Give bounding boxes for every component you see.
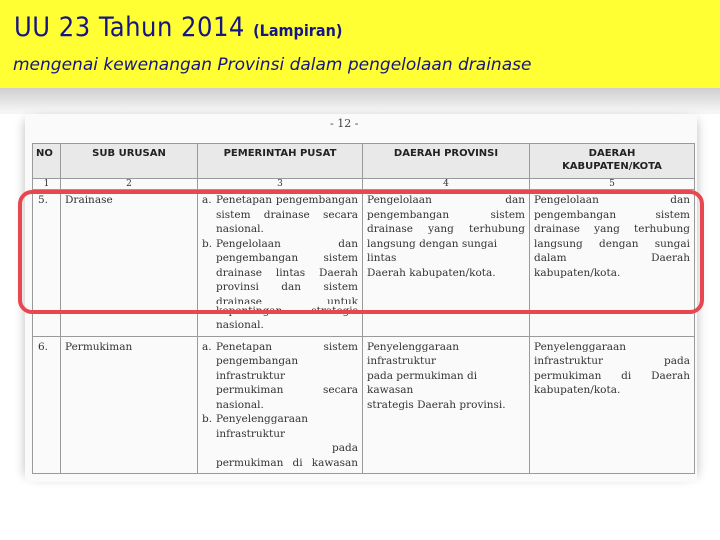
column-number-row: [33, 179, 695, 190]
page-number: - 12 -: [330, 117, 359, 130]
slide-title-suffix: (Lampiran): [253, 21, 343, 40]
col-header-daerah-provinsi: DAERAH PROVINSI: [363, 144, 530, 179]
slide-title: [14, 12, 342, 43]
col-header-sub-urusan: SUB URUSAN: [61, 144, 198, 179]
text-line: Penetapan pengembangan: [216, 194, 358, 206]
text-line: provinsi dan sistem: [216, 281, 358, 293]
list-marker: b.: [202, 237, 213, 250]
title-banner: [0, 0, 720, 88]
document-top-band: [0, 88, 720, 114]
col-header-kabkota-line1: DAERAH: [588, 148, 636, 159]
col-header-kabkota-line2: KABUPATEN/KOTA: [562, 161, 662, 172]
text-line: Pengelolaan dan: [367, 194, 525, 206]
text-line: kepentingan strategis: [216, 304, 358, 317]
text-line: Penyelenggaraan infrastruktur: [367, 340, 460, 367]
list-marker: a.: [202, 194, 212, 206]
row-number: 5.: [33, 190, 61, 337]
daerah-provinsi-cell: [363, 336, 530, 474]
text-line: Penyelenggaraan: [216, 413, 309, 425]
slide-subtitle: mengenai kewenangan Provinsi dalam pengelolaan drainase: [13, 55, 532, 75]
text-line: pada permukiman di kawasan: [367, 369, 478, 396]
text-line: permukiman di kawasan: [216, 456, 358, 469]
text-line: Pengelolaan dan: [534, 194, 690, 206]
list-marker: a.: [202, 340, 212, 353]
text-line: nasional.: [216, 398, 264, 411]
list-item: [202, 340, 358, 413]
text-line: Penyelenggaraan: [534, 340, 627, 353]
text-line: pada: [332, 442, 358, 454]
highlight-box-drainase: [18, 190, 704, 314]
col-header-kabupaten-kota: [530, 144, 695, 179]
text-line: langsung dengan sungai: [534, 237, 690, 250]
column-number: 2: [61, 179, 198, 190]
text-line: nasional.: [216, 223, 264, 235]
col-header-pemerintah-pusat: PEMERINTAH PUSAT: [198, 144, 363, 179]
text-line: permukiman secara: [216, 384, 358, 396]
text-line: kabupaten/kota.: [534, 266, 621, 279]
text-line: drainase untuk: [216, 295, 358, 304]
text-line: langsung dengan sungai lintas: [367, 237, 498, 264]
sub-urusan-cell: Permukiman: [61, 336, 198, 474]
text-line: kabupaten/kota.: [534, 384, 621, 396]
table-row-permukiman: [33, 336, 695, 474]
text-line: infrastruktur: [216, 369, 286, 382]
text-line: pengembangan sistem: [216, 252, 358, 264]
list-marker: b.: [202, 413, 213, 425]
list-item: [202, 412, 358, 470]
column-number: 5: [530, 179, 695, 190]
text-line: pengembangan: [216, 355, 299, 367]
text-line: dalam Daerah: [534, 252, 690, 264]
pemerintah-pusat-cell: [198, 336, 363, 474]
column-number: 1: [33, 179, 61, 190]
text-line: drainase lintas Daerah: [216, 266, 358, 279]
kabupaten-kota-cell: [530, 336, 695, 474]
row-number: 6.: [33, 336, 61, 474]
column-number: 3: [198, 179, 363, 190]
text-line: Penetapan sistem: [216, 340, 358, 353]
text-line: sistem drainase secara: [216, 208, 358, 221]
col-header-no: NO: [33, 144, 61, 179]
text-line: pengembangan sistem: [367, 208, 525, 221]
column-number: 4: [363, 179, 530, 190]
text-line: permukiman di Daerah: [534, 369, 690, 382]
text-line: strategis Daerah provinsi.: [367, 398, 506, 411]
text-line: pengembangan sistem: [534, 208, 690, 221]
text-line: Daerah kabupaten/kota.: [367, 266, 496, 279]
sub-urusan-cell: Drainase: [61, 190, 198, 337]
text-line: nasional.: [216, 319, 264, 331]
text-line: drainase yang terhubung: [367, 223, 525, 235]
text-line: infrastruktur: [216, 427, 286, 440]
text-line: drainase yang terhubung: [534, 223, 690, 235]
slide-title-main: UU 23 Tahun 2014: [14, 12, 245, 43]
text-line: Pengelolaan dan: [216, 237, 358, 250]
table-header-row: [33, 144, 695, 179]
text-line: infrastruktur pada: [534, 355, 690, 367]
